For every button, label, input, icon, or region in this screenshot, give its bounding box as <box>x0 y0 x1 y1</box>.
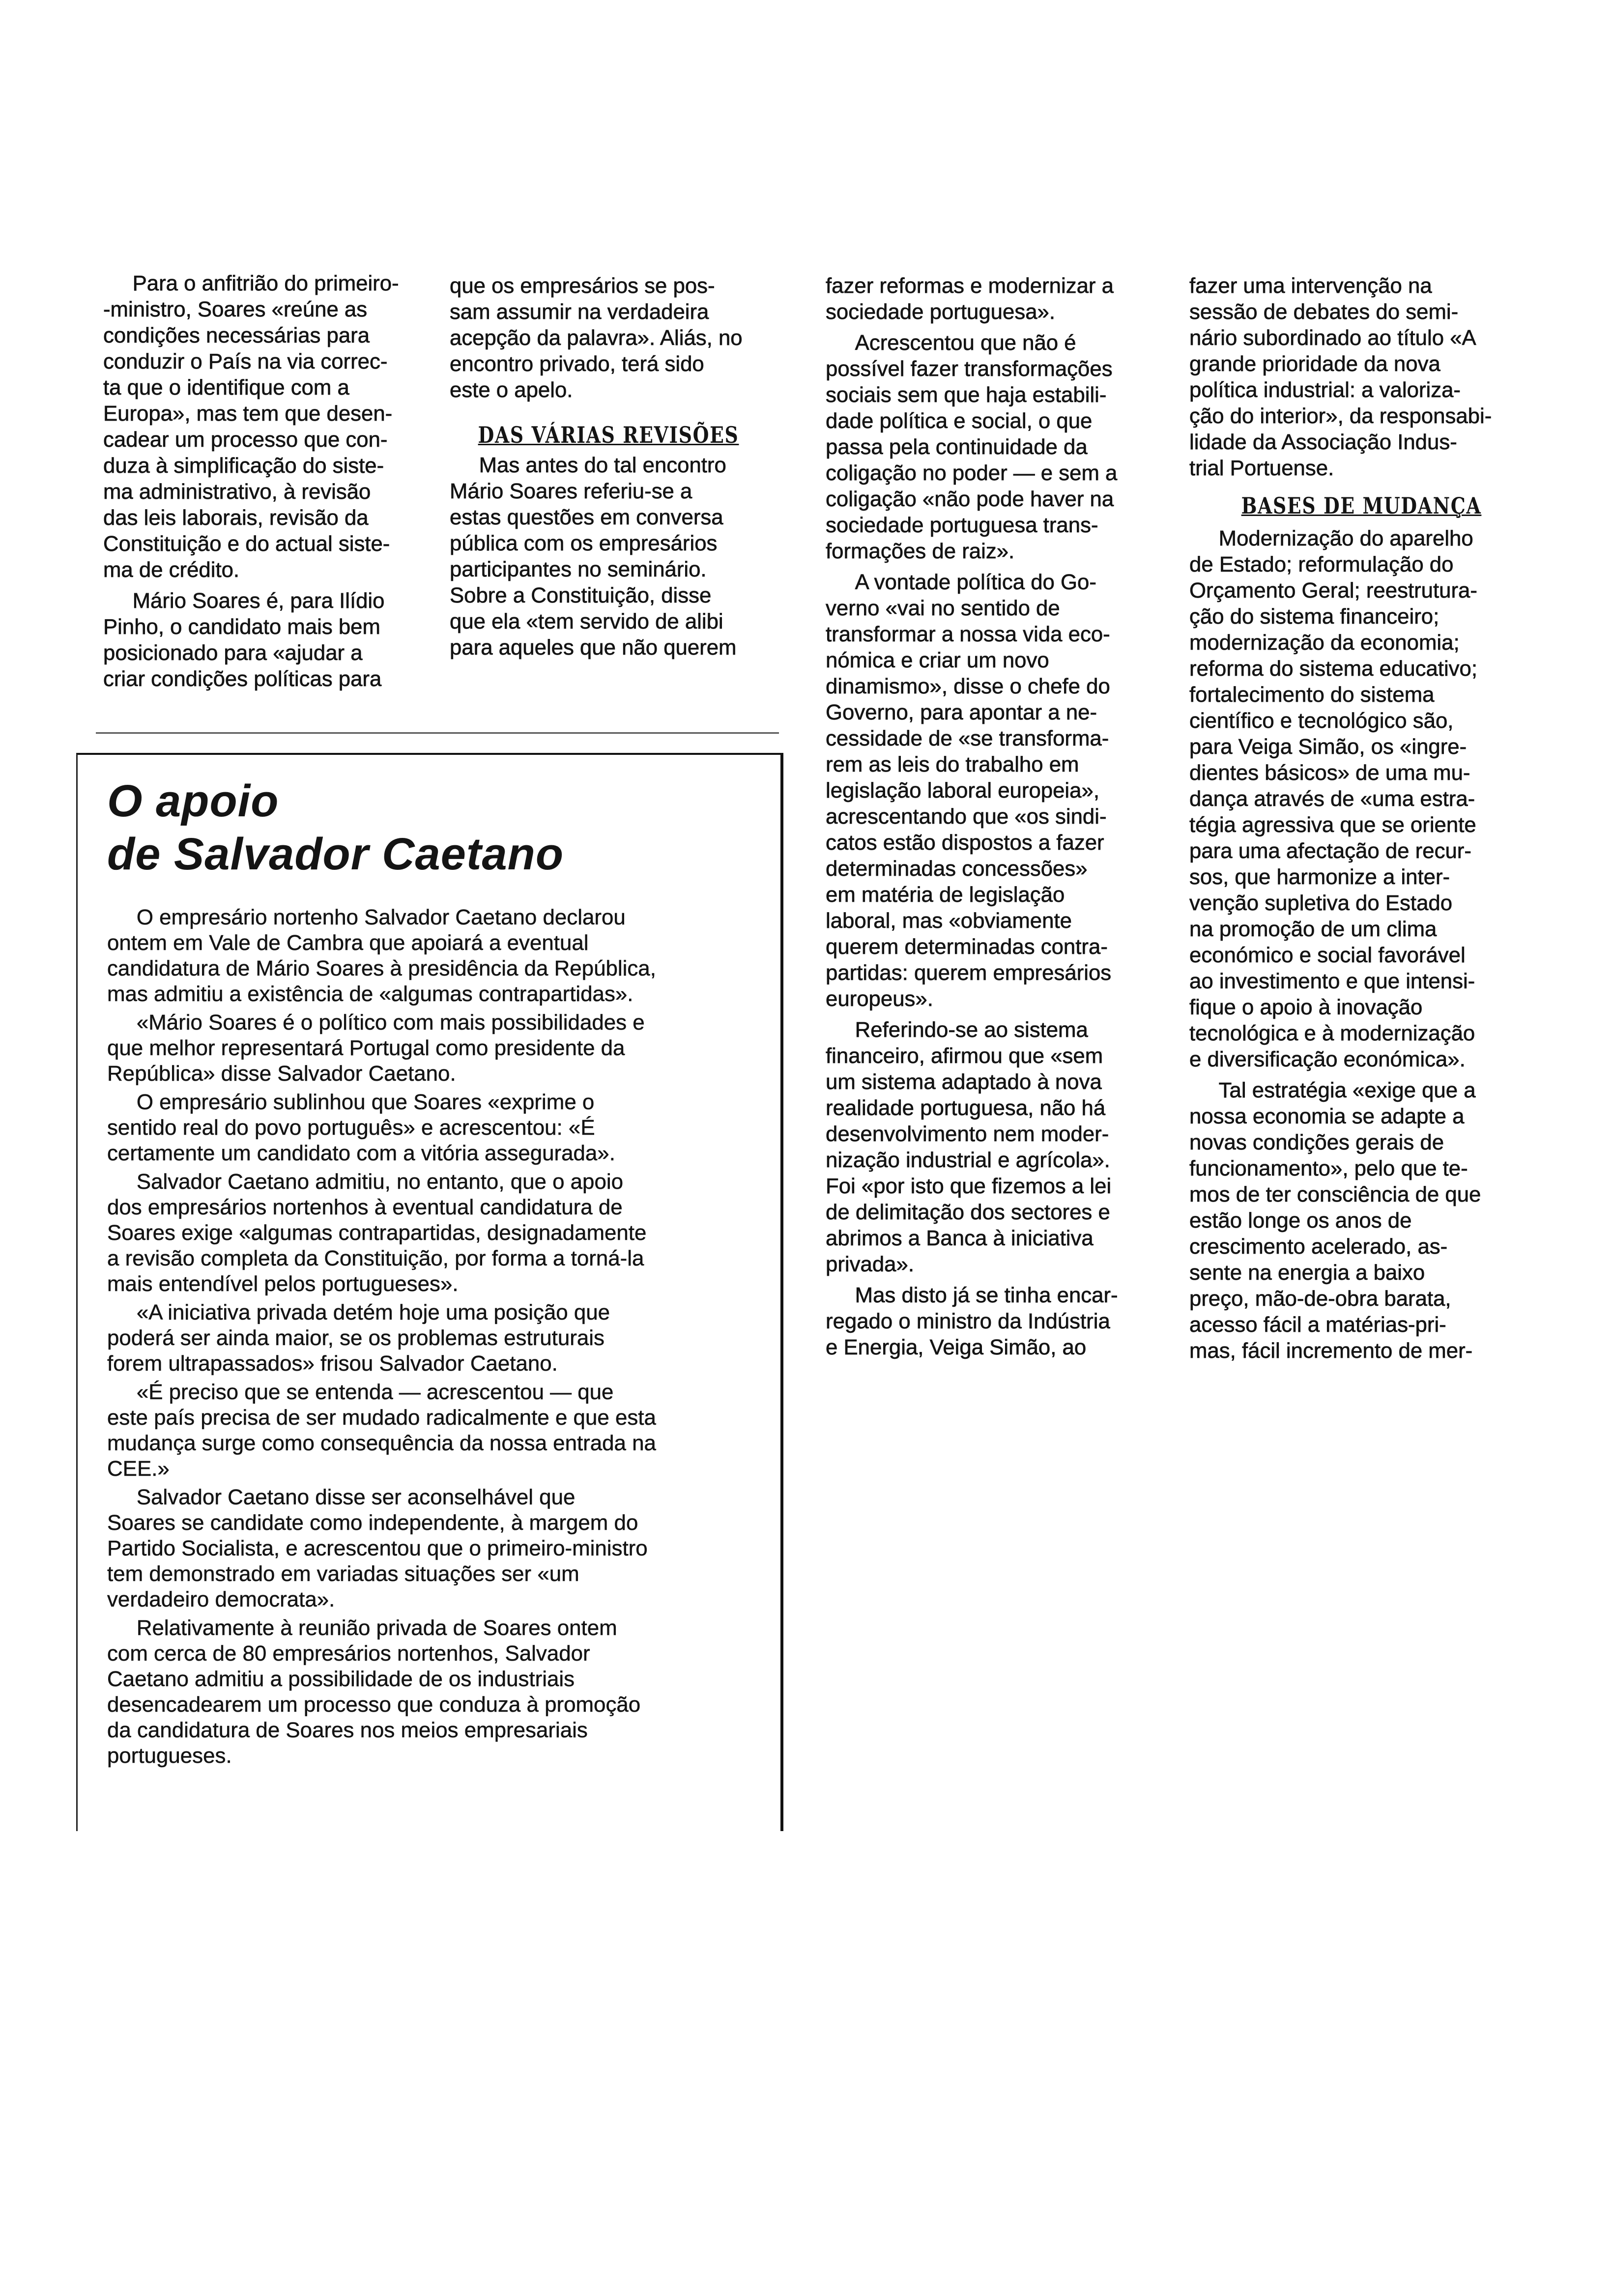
text-line: A vontade política do Go- <box>855 570 1096 594</box>
text-line: portugueses. <box>107 1744 232 1768</box>
text-line: dade política e social, o que <box>826 409 1093 433</box>
text-line: cadear um processo que con- <box>103 428 388 452</box>
text-line: novas condições gerais de <box>1189 1130 1444 1154</box>
text-line: científico e tecnológico são, <box>1189 709 1454 733</box>
paragraph <box>1189 525 1533 1072</box>
text-line: desenvolvimento nem moder- <box>826 1122 1109 1146</box>
paragraph <box>1189 273 1533 481</box>
text-line: querem determinadas contra- <box>826 935 1108 959</box>
text-line: de Estado; reformulação do <box>1189 552 1454 576</box>
text-line: lidade da Associação Indus- <box>1189 430 1457 454</box>
text-line: fazer reformas e modernizar a <box>826 274 1114 298</box>
paragraph <box>826 1017 1170 1277</box>
text-line: mudança surge como consequência da nossa entrada na <box>107 1431 656 1455</box>
text-line: sam assumir na verdadeira <box>450 300 709 324</box>
text-line: tecnológica e à modernização <box>1189 1021 1475 1045</box>
text-line: a revisão completa da Constituição, por forma a torná-la <box>107 1246 644 1270</box>
text-line: ontem em Vale de Cambra que apoiará a eventual <box>107 931 589 955</box>
boxed-article-headline <box>107 775 564 881</box>
text-line: candidatura de Mário Soares à presidência da República, <box>107 956 656 980</box>
text-line: tem demonstrado em variadas situações ser «um <box>107 1562 579 1586</box>
text-line: condições necessárias para <box>103 323 370 347</box>
article-column-3 <box>826 273 1170 1365</box>
text-line: sente na energia a baixo <box>1189 1261 1425 1285</box>
paragraph <box>107 1615 756 1769</box>
text-line: modernização da economia; <box>1189 631 1460 655</box>
text-line: funcionamento», pelo que te- <box>1189 1156 1468 1180</box>
paragraph <box>826 330 1170 564</box>
text-line: na promoção de um clima <box>1189 917 1437 941</box>
article-column-1 <box>103 270 423 697</box>
text-line: política industrial: a valoriza- <box>1189 378 1461 402</box>
text-line: O empresário sublinhou que Soares «exprime o <box>136 1090 595 1114</box>
text-line: pública com os empresários <box>450 531 718 555</box>
text-line: Referindo-se ao sistema <box>855 1018 1088 1042</box>
text-line: Relativamente à reunião privada de Soares ontem <box>136 1616 617 1640</box>
text-line: reforma do sistema educativo; <box>1189 657 1478 681</box>
text-line: forem ultrapassados» frisou Salvador Caetano. <box>107 1351 558 1376</box>
text-line: desencadearem um processo que conduza à promoção <box>107 1693 641 1717</box>
text-line: este o apelo. <box>450 378 573 402</box>
text-line: Caetano admitiu a possibilidade de os industriais <box>107 1667 575 1691</box>
text-line: sentido real do povo português» e acrescentou: «É <box>107 1116 595 1140</box>
text-line: grande prioridade da nova <box>1189 352 1440 376</box>
paragraph <box>1189 1077 1533 1364</box>
text-line: para aqueles que não querem <box>450 635 737 660</box>
text-line: Europa», mas tem que desen- <box>103 402 393 426</box>
text-line: ção do interior», da responsabi- <box>1189 404 1492 428</box>
paragraph <box>450 452 764 660</box>
text-line: nização industrial e agrícola». <box>826 1148 1110 1172</box>
text-line: passa pela continuidade da <box>826 435 1088 459</box>
text-line: da candidatura de Soares nos meios empresariais <box>107 1718 588 1742</box>
text-line: Constituição e do actual siste- <box>103 532 390 556</box>
text-line: Sobre a Constituição, disse <box>450 583 712 607</box>
text-line: Orçamento Geral; reestrutura- <box>1189 578 1477 603</box>
text-line: crescimento acelerado, as- <box>1189 1234 1448 1259</box>
text-line: com cerca de 80 empresários nortenhos, Salvador <box>107 1641 590 1665</box>
text-line: acesso fácil a matérias-pri- <box>1189 1313 1446 1337</box>
text-line: acrescentando que «os sindi- <box>826 804 1107 829</box>
text-line: que ela «tem servido de alibi <box>450 609 723 633</box>
text-line: determinadas concessões» <box>826 857 1088 881</box>
text-line: fazer uma intervenção na <box>1189 274 1432 298</box>
text-line: acepção da palavra». Aliás, no <box>450 326 743 350</box>
text-line: das leis laborais, revisão da <box>103 506 369 530</box>
text-line: sessão de debates do semi- <box>1189 300 1459 324</box>
text-line: estão longe os anos de <box>1189 1208 1412 1233</box>
paragraph <box>103 270 423 583</box>
text-line: dança através de «uma estra- <box>1189 787 1475 811</box>
text-line: Para o anfitrião do primeiro- <box>132 271 399 295</box>
text-line: Soares se candidate como independente, à margem do <box>107 1511 638 1535</box>
paragraph <box>107 1169 756 1297</box>
paragraph <box>107 1379 756 1482</box>
text-line: dientes básicos» de uma mu- <box>1189 761 1470 785</box>
section-subheading: BASES DE MUDANÇA <box>1241 492 1482 519</box>
text-line: que os empresários se pos- <box>450 274 715 298</box>
paragraph <box>826 569 1170 1012</box>
text-line: certamente um candidato com a vitória assegurada». <box>107 1141 615 1165</box>
text-line: Partido Socialista, e acrescentou que o primeiro-ministro <box>107 1536 648 1560</box>
headline-line-1: O apoio <box>107 776 279 826</box>
text-line: transformar a nossa vida eco- <box>826 622 1110 646</box>
text-line: Tal estratégia «exige que a <box>1218 1078 1476 1102</box>
text-line: mas admitiu a existência de «algumas contrapartidas». <box>107 982 633 1006</box>
text-line: posicionado para «ajudar a <box>103 641 363 665</box>
text-line: Governo, para apontar a ne- <box>826 700 1097 724</box>
article-column-2 <box>450 273 764 665</box>
text-line: Salvador Caetano admitiu, no entanto, que o apoio <box>136 1170 624 1194</box>
text-line: fique o apoio à inovação <box>1189 995 1423 1019</box>
text-line: tégia agressiva que se oriente <box>1189 813 1476 837</box>
paragraph <box>107 1090 756 1166</box>
boxed-article-salvador-caetano <box>76 753 783 1831</box>
text-line: República» disse Salvador Caetano. <box>107 1062 456 1086</box>
paragraph <box>107 905 756 1007</box>
text-line: sos, que harmonize a inter- <box>1189 865 1450 889</box>
text-line: verno «vai no sentido de <box>826 596 1060 620</box>
paragraph <box>107 1485 756 1612</box>
text-line: e Energia, Veiga Simão, ao <box>826 1335 1087 1359</box>
headline-line-2: de Salvador Caetano <box>107 829 564 879</box>
text-line: para Veiga Simão, os «ingre- <box>1189 735 1467 759</box>
text-line: mos de ter consciência de que <box>1189 1182 1481 1206</box>
paragraph <box>107 1300 756 1377</box>
text-line: regado o ministro da Indústria <box>826 1309 1110 1333</box>
text-line: um sistema adaptado à nova <box>826 1070 1102 1094</box>
text-line: sociais sem que haja estabili- <box>826 383 1107 407</box>
text-line: Salvador Caetano disse ser aconselhável que <box>136 1485 576 1509</box>
text-line: nómica e criar um novo <box>826 648 1049 672</box>
text-line: Mas antes do tal encontro <box>479 453 726 477</box>
text-line: Mas disto já se tinha encar- <box>855 1283 1118 1307</box>
text-line: financeiro, afirmou que «sem <box>826 1044 1103 1068</box>
text-line: formações de raiz». <box>826 539 1015 563</box>
text-line: coligação «não pode haver na <box>826 487 1114 511</box>
text-line: em matéria de legislação <box>826 883 1065 907</box>
text-line: Mário Soares referiu-se a <box>450 479 692 503</box>
text-line: duza à simplificação do siste- <box>103 454 384 478</box>
paragraph <box>107 1010 756 1087</box>
text-line: económico e social favorável <box>1189 943 1466 967</box>
section-subheading: DAS VÁRIAS REVISÕES <box>478 422 739 448</box>
text-line: legislação laboral europeia», <box>826 778 1099 803</box>
text-line: CEE.» <box>107 1457 170 1481</box>
text-line: Acrescentou que não é <box>855 331 1076 355</box>
text-line: venção supletiva do Estado <box>1189 891 1453 915</box>
text-line: conduzir o País na via correc- <box>103 349 388 373</box>
text-line: Modernização do aparelho <box>1218 526 1473 550</box>
text-line: catos estão dispostos a fazer <box>826 831 1104 855</box>
text-line: fortalecimento do sistema <box>1189 683 1435 707</box>
text-line: este país precisa de ser mudado radicalmente e que esta <box>107 1406 656 1430</box>
text-line: possível fazer transformações <box>826 357 1113 381</box>
text-line: para uma afectação de recur- <box>1189 839 1471 863</box>
text-line: nário subordinado ao título «A <box>1189 326 1476 350</box>
text-line: e diversificação económica». <box>1189 1047 1466 1071</box>
text-line: Foi «por isto que fizemos a lei <box>826 1174 1112 1198</box>
text-line: participantes no seminário. <box>450 557 707 581</box>
paragraph <box>103 588 423 692</box>
text-line: «Mário Soares é o político com mais possibilidades e <box>136 1010 645 1034</box>
text-line: nossa economia se adapte a <box>1189 1104 1465 1128</box>
paragraph <box>450 273 764 403</box>
text-line: ao investimento e que intensi- <box>1189 969 1475 993</box>
text-line: verdadeiro democrata». <box>107 1587 335 1611</box>
text-line: cessidade de «se transforma- <box>826 726 1109 750</box>
text-line: poderá ser ainda maior, se os problemas estruturais <box>107 1326 604 1350</box>
text-line: Mário Soares é, para Ilídio <box>132 589 385 613</box>
text-line: partidas: querem empresários <box>826 961 1112 985</box>
text-line: realidade portuguesa, não há <box>826 1096 1106 1120</box>
text-line: ma de crédito. <box>103 558 240 582</box>
text-line: mas, fácil incremento de mer- <box>1189 1339 1473 1363</box>
text-line: Soares exige «algumas contrapartidas, designadamente <box>107 1221 647 1245</box>
text-line: preço, mão-de-obra barata, <box>1189 1287 1451 1311</box>
text-line: dinamismo», disse o chefe do <box>826 674 1110 698</box>
text-line: europeus». <box>826 987 933 1011</box>
text-line: Pinho, o candidato mais bem <box>103 615 380 639</box>
text-line: trial Portuense. <box>1189 456 1334 480</box>
text-line: privada». <box>826 1252 914 1276</box>
text-line: encontro privado, terá sido <box>450 352 704 376</box>
text-line: dos empresários nortenhos à eventual candidatura de <box>107 1195 623 1219</box>
text-line: coligação no poder — e sem a <box>826 461 1118 485</box>
text-line: «A iniciativa privada detém hoje uma posição que <box>136 1300 610 1324</box>
text-line: rem as leis do trabalho em <box>826 752 1079 776</box>
text-line: abrimos a Banca à iniciativa <box>826 1226 1094 1250</box>
paragraph <box>826 1282 1170 1360</box>
text-line: sociedade portuguesa trans- <box>826 513 1098 537</box>
text-line: mais entendível pelos portugueses». <box>107 1272 459 1296</box>
article-column-4 <box>1189 273 1533 1369</box>
text-line: criar condições políticas para <box>103 667 382 691</box>
text-line: O empresário nortenho Salvador Caetano declarou <box>136 905 626 929</box>
boxed-article-body <box>107 905 756 1772</box>
text-line: ta que o identifique com a <box>103 375 349 400</box>
paragraph <box>826 273 1170 325</box>
text-line: que melhor representará Portugal como presidente da <box>107 1036 625 1060</box>
column-divider-rule <box>96 732 779 734</box>
text-line: ma administrativo, à revisão <box>103 480 371 504</box>
text-line: laboral, mas «obviamente <box>826 909 1072 933</box>
text-line: de delimitação dos sectores e <box>826 1200 1110 1224</box>
text-line: estas questões em conversa <box>450 505 723 529</box>
text-line: ção do sistema financeiro; <box>1189 604 1439 629</box>
text-line: -ministro, Soares «reúne as <box>103 297 368 321</box>
text-line: sociedade portuguesa». <box>826 300 1056 324</box>
text-line: «É preciso que se entenda — acrescentou — que <box>136 1380 614 1404</box>
